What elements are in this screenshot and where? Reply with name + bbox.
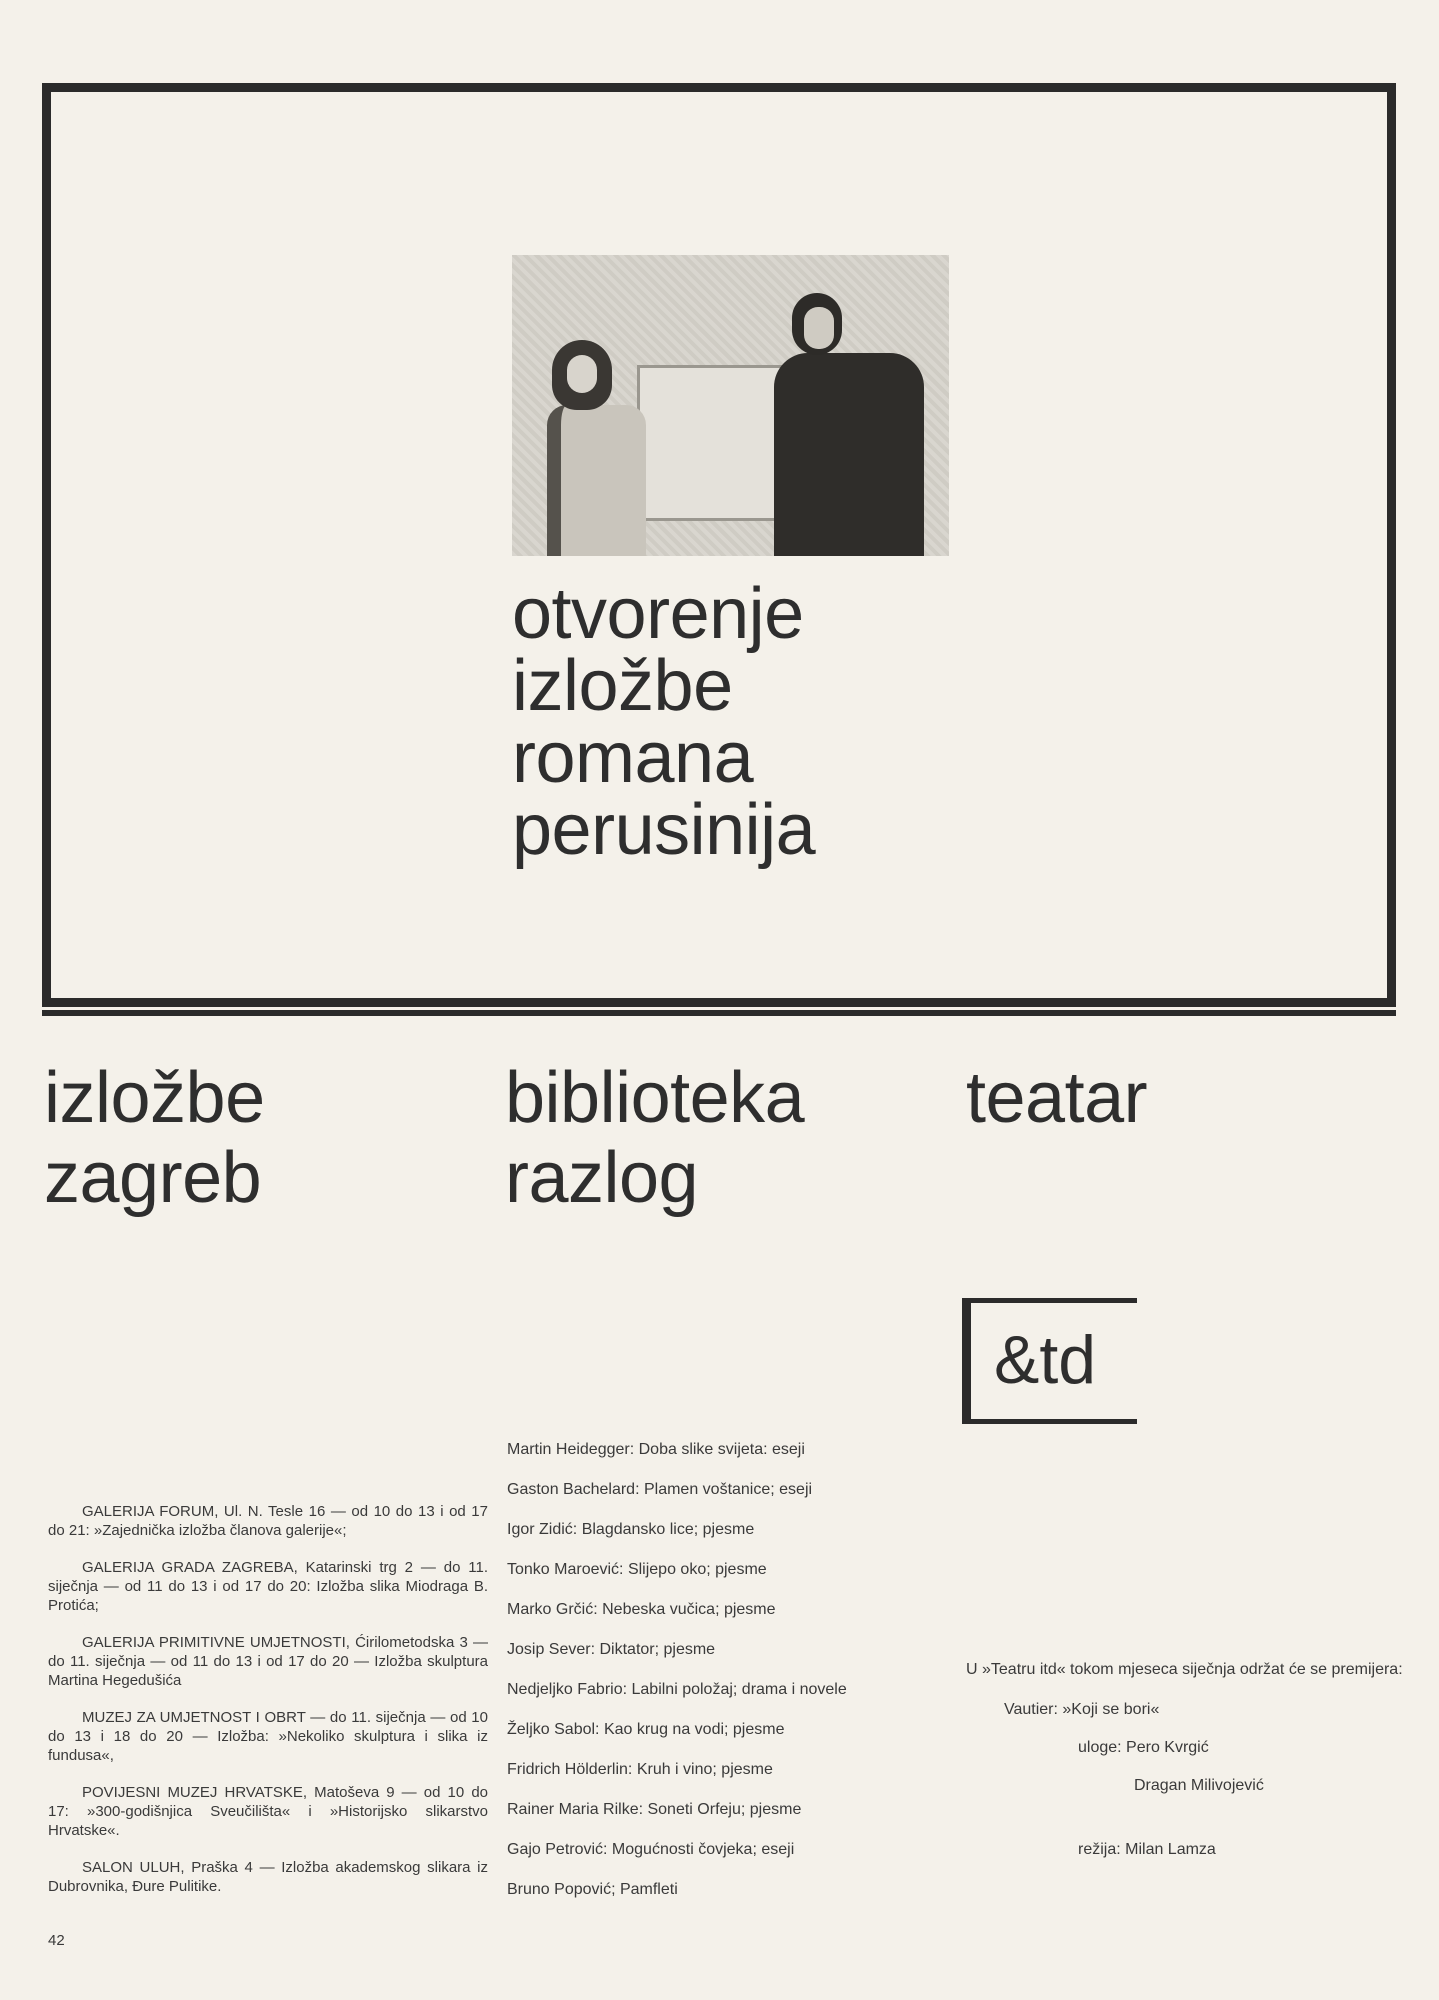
exhibition-item: SALON ULUH, Praška 4 — Izložba akademskog slikara iz Dubrovnika, Đure Pulitike. — [48, 1859, 488, 1895]
section-title-line: izložbe — [44, 1058, 265, 1138]
section-title-line: biblioteka — [505, 1058, 805, 1138]
headline-line: perusinija — [512, 790, 816, 870]
page-number: 42 — [48, 1932, 65, 1949]
book-item: Gaston Bachelard: Plamen voštanice; eseji — [507, 1481, 813, 1498]
woman-face — [567, 355, 597, 393]
woman-figure — [547, 405, 646, 556]
book-item: Martin Heidegger: Doba slike svijeta: eseji — [507, 1441, 805, 1458]
theatre-intro: U »Teatru itd« tokom mjeseca siječnja održat će se premijera: — [966, 1661, 1403, 1678]
exhibition-item: GALERIJA GRADA ZAGREBA, Katarinski trg 2 — do 11. siječnja — od 11 do 13 i od 17 do 20: Izložba slika Miodraga B. Protića; — [48, 1559, 488, 1614]
section-title-line: zagreb — [44, 1138, 262, 1218]
theatre-direction: režija: Milan Lamza — [1078, 1841, 1216, 1858]
itd-logo — [962, 1298, 1137, 1424]
section-title-teatar — [966, 1058, 1147, 1138]
section-title-izlozbe — [44, 1058, 265, 1218]
headline-line: otvorenje — [512, 574, 804, 654]
logo-rule-top — [962, 1298, 1137, 1303]
book-item: Nedjeljko Fabrio: Labilni položaj; drama i novele — [507, 1681, 847, 1698]
logo-rule-bottom — [962, 1419, 1137, 1424]
book-item: Josip Sever: Diktator; pjesme — [507, 1641, 716, 1658]
book-item: Igor Zidić: Blagdansko lice; pjesme — [507, 1521, 755, 1538]
exhibition-item: GALERIJA FORUM, Ul. N. Tesle 16 — od 10 do 13 i od 17 do 21: »Zajednička izložba članova galerije«; — [48, 1503, 488, 1539]
exhibition-item: POVIJESNI MUZEJ HRVATSKE, Matoševa 9 — od 10 do 17: »300-godišnjica Sveučilišta« i »Historijsko slikarstvo Hrvatske«. — [48, 1784, 488, 1839]
theatre-notice — [966, 1660, 1416, 1860]
book-item: Bruno Popović; Pamfleti — [507, 1881, 678, 1898]
book-item: Željko Sabol: Kao krug na vodi; pjesme — [507, 1721, 785, 1738]
logo-bar — [962, 1298, 971, 1424]
section-title-biblioteka — [505, 1058, 804, 1218]
man-figure — [774, 353, 924, 556]
book-item: Fridrich Hölderlin: Kruh i vino; pjesme — [507, 1761, 773, 1778]
feature-headline — [512, 574, 816, 870]
theatre-actor: Dragan Milivojević — [1134, 1777, 1264, 1794]
theatre-roles: uloge: Pero Kvrgić — [1078, 1739, 1209, 1756]
theatre-play: Vautier: »Koji se bori« — [1004, 1701, 1160, 1718]
section-title-line: razlog — [505, 1138, 699, 1218]
man-face — [804, 307, 834, 349]
feature-photo — [512, 255, 949, 556]
book-item: Gajo Petrović: Mogućnosti čovjeka; eseji — [507, 1841, 795, 1858]
headline-line: romana — [512, 718, 754, 798]
headline-line: izložbe — [512, 646, 733, 726]
painting-canvas — [637, 365, 783, 521]
logo-text: &td — [994, 1322, 1097, 1398]
section-title-line: teatar — [966, 1058, 1148, 1138]
exhibition-item: MUZEJ ZA UMJETNOST I OBRT — do 11. siječnja — od 10 do 13 i 18 do 20 — Izložba: »Nekoliko skulptura i slika iz fundusa«, — [48, 1709, 488, 1764]
books-list — [507, 1440, 927, 1920]
exhibition-item: GALERIJA PRIMITIVNE UMJETNOSTI, Ćirilometodska 3 — do 11. siječnja — od 11 do 13 i od 17 do 20 — Izložba skulptura Martina Hegedušića — [48, 1634, 488, 1689]
divider-rule — [42, 1010, 1396, 1016]
exhibitions-list — [48, 1502, 488, 1914]
book-item: Marko Grčić: Nebeska vučica; pjesme — [507, 1601, 776, 1618]
book-item: Tonko Maroević: Slijepo oko; pjesme — [507, 1561, 767, 1578]
book-item: Rainer Maria Rilke: Soneti Orfeju; pjesme — [507, 1801, 802, 1818]
